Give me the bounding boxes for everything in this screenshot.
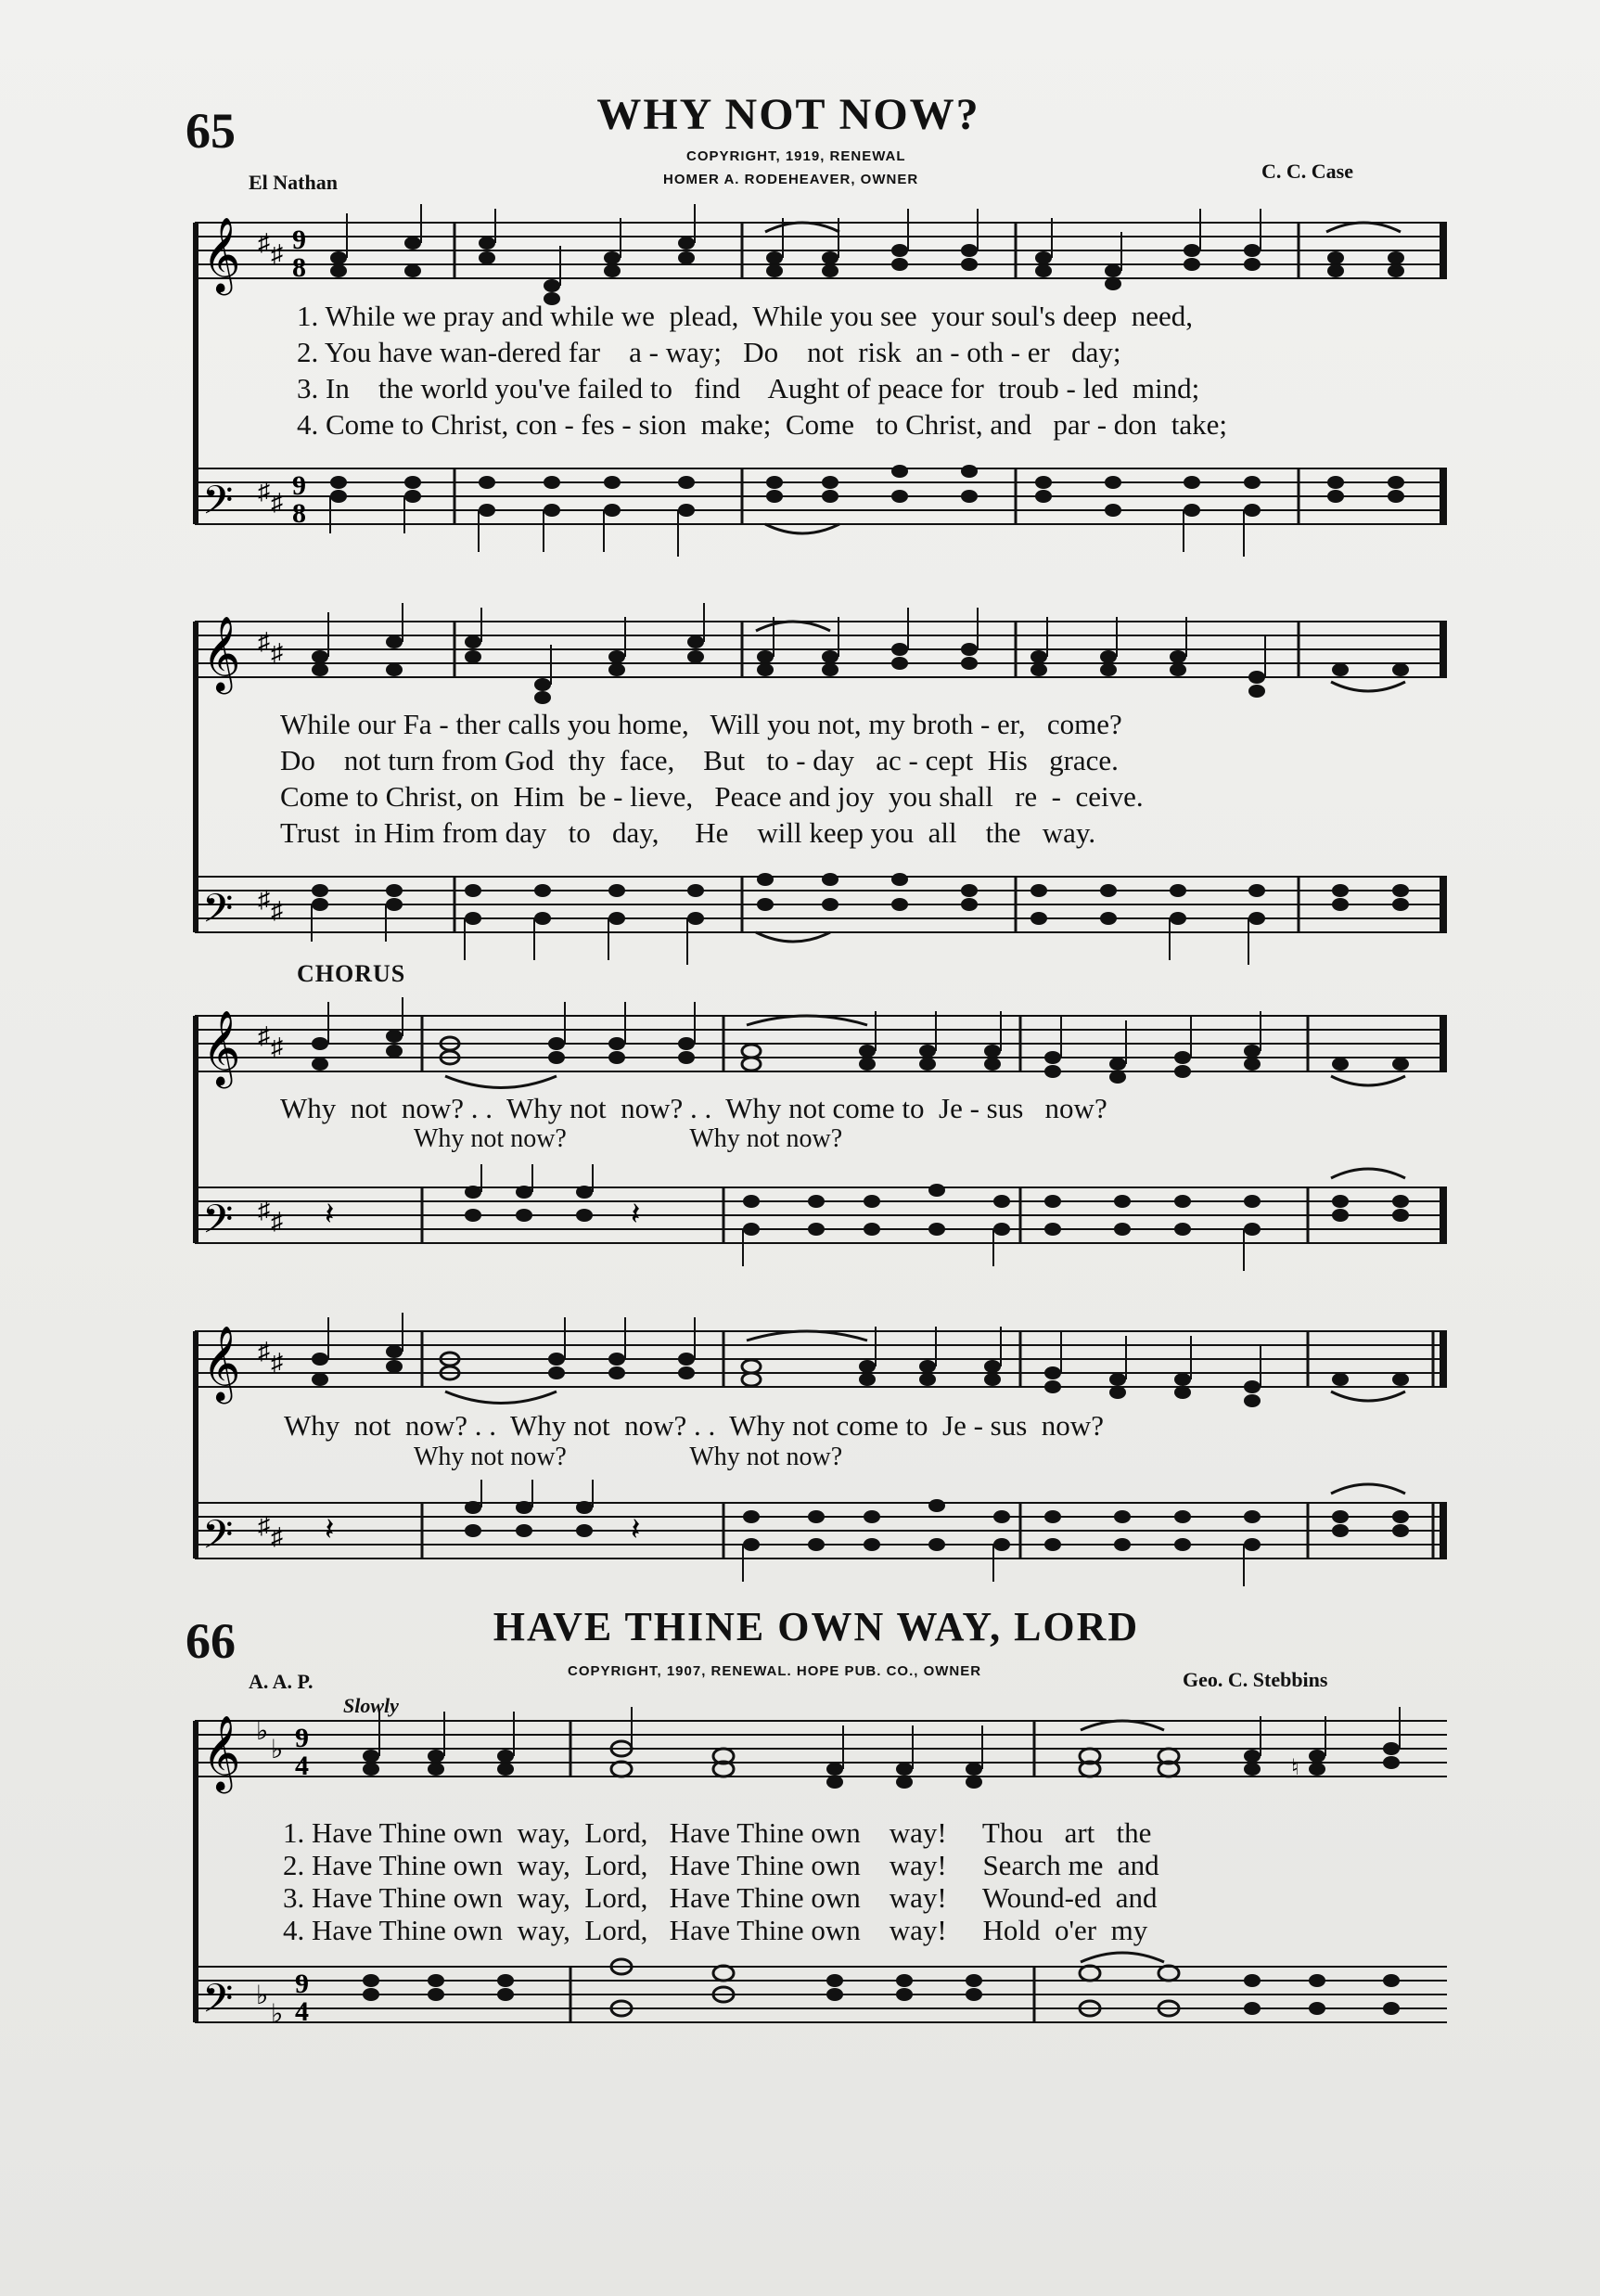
svg-text:𝄽: 𝄽 [325, 1198, 335, 1232]
verse-line-2: 2. You have wan-dered far a - way; Do not risk an - oth - er day; [297, 336, 1121, 368]
svg-text:𝄢: 𝄢 [202, 1197, 234, 1252]
svg-text:♯: ♯ [258, 1022, 270, 1049]
svg-text:♯: ♯ [258, 478, 270, 505]
svg-text:8: 8 [292, 498, 306, 529]
svg-text:♯: ♯ [258, 886, 270, 913]
verse-line-5: While our Fa - ther calls you home, Will you not, my broth - er, come? [280, 708, 1122, 740]
svg-text:𝄞: 𝄞 [202, 1325, 241, 1401]
svg-text:♯: ♯ [271, 1208, 283, 1235]
copyright-owner: HOMER A. RODEHEAVER, OWNER [663, 172, 919, 187]
svg-text:♭: ♭ [256, 1982, 269, 2010]
hymn-number-66: 66 [186, 1613, 236, 1669]
chorus-line-1: Why not now? . . Why not now? . . Why not come to Je - sus now? [280, 1092, 1107, 1124]
verse66-line-2: 2. Have Thine own way, Lord, Have Thine own way! Search me and [283, 1849, 1159, 1881]
svg-text:♭: ♭ [256, 1717, 269, 1746]
svg-text:♭: ♭ [271, 2000, 284, 2029]
tempo-marking: Slowly [343, 1694, 399, 1717]
svg-text:𝄞: 𝄞 [202, 615, 241, 691]
verse-line-7: Come to Christ, on Him be - lieve, Peace and joy you shall re - ceive. [280, 780, 1144, 813]
svg-text:♯: ♯ [271, 489, 283, 516]
svg-text:4: 4 [295, 1996, 309, 2027]
svg-text:𝄢: 𝄢 [202, 886, 234, 942]
svg-text:4: 4 [295, 1751, 309, 1781]
verse66-line-3: 3. Have Thine own way, Lord, Have Thine own way! Wound-ed and [283, 1881, 1158, 1914]
svg-text:♯: ♯ [271, 240, 283, 267]
svg-text:𝄞: 𝄞 [202, 1009, 241, 1085]
svg-text:♯: ♯ [271, 897, 283, 924]
svg-text:9: 9 [295, 1723, 309, 1753]
copyright-line: COPYRIGHT, 1919, RENEWAL [686, 148, 906, 164]
verse-line-4: 4. Come to Christ, con - fes - sion make; Come to Christ, and par - don take; [297, 408, 1228, 441]
svg-text:♮: ♮ [1291, 1756, 1299, 1780]
svg-text:9: 9 [292, 470, 306, 501]
lyricist-credit: El Nathan [249, 171, 338, 194]
svg-text:9: 9 [295, 1969, 309, 1999]
svg-text:♯: ♯ [271, 639, 283, 666]
verse-line-6: Do not turn from God thy face, But to - day ac - cept His grace. [280, 744, 1119, 776]
svg-text:♯: ♯ [258, 1338, 270, 1365]
svg-text:𝄞: 𝄞 [202, 216, 241, 292]
verse-line-3: 3. In the world you've failed to find Aught of peace for troub - led mind; [297, 372, 1200, 404]
svg-text:♯: ♯ [271, 1523, 283, 1550]
svg-text:♯: ♯ [271, 1349, 283, 1376]
composer-credit-66: Geo. C. Stebbins [1183, 1668, 1328, 1691]
copyright-66: COPYRIGHT, 1907, RENEWAL. HOPE PUB. CO., OWNER [568, 1663, 982, 1679]
verse66-line-1: 1. Have Thine own way, Lord, Have Thine own way! Thou art the [283, 1816, 1152, 1849]
hymn-number: 65 [186, 103, 236, 159]
lyricist-credit-66: A. A. P. [249, 1670, 314, 1693]
verse66-line-4: 4. Have Thine own way, Lord, Have Thine own way! Hold o'er my [283, 1914, 1148, 1946]
svg-text:𝄞: 𝄞 [202, 1714, 241, 1790]
svg-text:♯: ♯ [258, 229, 270, 256]
svg-text:𝄢: 𝄢 [202, 478, 234, 533]
svg-text:♯: ♯ [271, 1033, 283, 1060]
svg-text:8: 8 [292, 252, 306, 283]
svg-text:𝄢: 𝄢 [202, 1512, 234, 1568]
svg-text:𝄽: 𝄽 [631, 1198, 641, 1232]
composer-credit: C. C. Case [1261, 160, 1353, 183]
svg-text:♯: ♯ [258, 628, 270, 655]
chorus-label: CHORUS [297, 960, 406, 987]
verse-line-8: Trust in Him from day to day, He will keep you all the way. [280, 816, 1096, 849]
chorus-echo-2: Why not now? Why not now? [414, 1443, 843, 1471]
svg-text:♯: ♯ [258, 1512, 270, 1539]
svg-text:𝄽: 𝄽 [325, 1513, 335, 1547]
chorus-echo-1: Why not now? Why not now? [414, 1124, 843, 1153]
svg-text:♭: ♭ [271, 1736, 284, 1764]
chorus-line-2: Why not now? . . Why not now? . . Why not come to Je - sus now? [284, 1409, 1104, 1442]
svg-text:9: 9 [292, 224, 306, 255]
verse-line-1: 1. While we pray and while we plead, While you see your soul's deep need, [297, 300, 1194, 332]
svg-text:𝄢: 𝄢 [202, 1976, 234, 2032]
hymn-title-66: HAVE THINE OWN WAY, LORD [493, 1604, 1140, 1649]
svg-text:♯: ♯ [258, 1197, 270, 1224]
svg-text:𝄽: 𝄽 [631, 1513, 641, 1547]
hymn-title: WHY NOT NOW? [596, 90, 980, 139]
